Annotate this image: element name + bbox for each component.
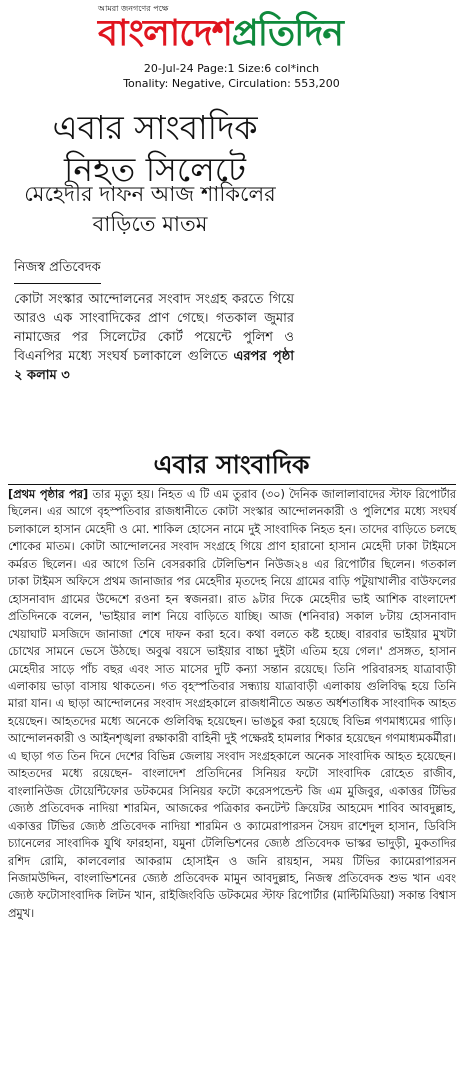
- continued-from-label: [প্রথম পৃষ্ঠার পর]: [8, 488, 89, 501]
- logo-part-bangladesh: বাংলাদেশ: [98, 13, 232, 54]
- front-page-text: [14, 290, 294, 385]
- front-page-body: কোটা সংস্কার আন্দোলনের সংবাদ সংগ্রহ করতে গিয়ে আরও এক সাংবাদিকের প্রাণ গেছে। গতকাল জুমার নামাজের পর সিলেটের কোর্ট পয়েন্টে পুলিশ ও বিএনপির মধ্যে সংঘর্ষ চলাকালে গুলিতে: [14, 292, 294, 364]
- masthead-tagline: আমরা জনগণের পক্ষে: [98, 4, 169, 13]
- continued-on-label: এরপর পৃষ্ঠা ২ কলাম ৩: [14, 349, 294, 383]
- article-byline: নিজস্ব প্রতিবেদক: [14, 258, 101, 284]
- article-headline: এবার সাংবাদিক নিহত সিলেটে: [52, 108, 258, 189]
- clip-meta-tonality: Tonality: Negative, Circulation: 553,200: [123, 77, 340, 90]
- jump-article-body: [8, 486, 456, 922]
- article-subhead: মেহেদীর দাফন আজ শাকিলের বাড়িতে মাতম: [24, 182, 276, 236]
- logo-part-protidin: প্রতিদিন: [231, 13, 343, 54]
- jump-article-text: তার মৃত্যু হয়। নিহত এ টি এম তুরাব (৩০) দৈনিক জালালাবাদের স্টাফ রিপোর্টার ছিলেন। এর আগে বৃহস্পতিবার রাজধানীতে কোটা সংস্কার আন্দোলনকারী ও পুলিশের মধ্যে সংঘর্ষ চলাকালে হাসান মেহেদী ও মো. শাকিল হোসেন নামে দুই সাংবাদিক নিহত হন। তাদের বাড়িতে চলছে শোকের মাতম। কোটা আন্দোলনের সংবাদ সংগ্রহে গিয়ে প্রাণ হারানো হাসান মেহেদী ঢাকা টাইমসে কর্মরত ছিলেন। এর আগে তিনি বেসরকারি টেলিভিশন নিউজ২৪ এর রিপোর্টার ছিলেন। গতকাল ঢাকা টাইমস অফিসে প্রথম জানাজার পর মেহেদীর মৃতদেহ নিয়ে গ্রামের বাড়ি পটুয়াখালীর বাউফলের হোসনাবাদ গ্রামের উদ্দেশে রওনা হন স্বজনরা। রাত ৯টার দিকে মেহেদীর ভাই আশিক বাংলাদেশ প্রতিদিনকে বলেন, 'ভাইয়ার লাশ নিয়ে বাড়িতে যাচ্ছি। আজ (শনিবার) সকাল ৮টায় হোসনাবাদ খেয়াঘাট মসজিদে জানাজা শেষে দাফন করা হবে। কথা বলতে কষ্ট হচ্ছে। বারবার ভাইয়ার মুখটা চোখের সামনে ভেসে উঠছে। অবুঝ বয়সে ভাইয়ার বাচ্চা দুইটা এতিম হয়ে গেল।' প্রসঙ্গত, হাসান মেহেদীর সাড়ে পাঁচ বছর এবং সাত মাসের দুটি কন্যা সন্তান রয়েছে। তিনি পরিবারসহ যাত্রাবাড়ী এলাকায় ভাড়া বাসায় থাকতেন। গত বৃহস্পতিবার সন্ধ্যায় যাত্রাবাড়ী এলাকায় গুলিবিদ্ধ হয়ে তিনি মারা যান। এ ছাড়া আন্দোলনের সংবাদ সংগ্রহকালে রাজধানীতে অন্তত অর্ধশতাধিক সাংবাদিক আহত হয়েছেন। আহতদের মধ্যে অনেকে গুলিবিদ্ধ হয়েছেন। ভাঙচুর করা হয়েছে বিভিন্ন গণমাধ্যমের গাড়ি। আন্দোলনকারী ও আইনশৃঙ্খলা রক্ষাকারী বাহিনী দুই পক্ষেরই হামলার শিকার হয়েছেন গণমাধ্যমকর্মীরা। এ ছাড়া গত তিন দিনে দেশের বিভিন্ন জেলায় সংবাদ সংগ্রহকালে অনেক সাংবাদিক আহত হয়েছেন। আহতদের মধ্যে রয়েছেন- বাংলাদেশ প্রতিদিনের সিনিয়র ফটো সাংবাদিক রোহেত রাজীব, বাংলানিউজ টোয়েন্টিফোর ডটকমের সিনিয়র ফটো করেসপন্ডেন্ট জি এম মুজিবুর, একাত্তর টিভির জ্যেষ্ঠ প্রতিবেদক নাদিয়া শারমিন, আজকের পত্রিকার কনটেন্ট ক্রিয়েটর আহমেদ শাবিব আবদুল্লাহ, একাত্তর টিভির জ্যেষ্ঠ প্রতিবেদক নাদিয়া শারমিন ও ক্যামেরাপারসন সৈয়দ রাশেদুল হাসান, ডিবিসি চ্যানেলের সাংবাদিক যুথি ফারহানা, যমুনা টেলিভিশনের জ্যেষ্ঠ প্রতিবেদক ভাস্কর ভাদুড়ী, মুকতাদির রশিদ রোমি, কালবেলার আকরাম হোসাইন ও জনি রায়হান, সময় টিভির ক্যামেরাপারসন নিজামউদ্দিন, বাংলাভিশনের জ্যেষ্ঠ প্রতিবেদক মামুন আবদুল্লাহ, নিজস্ব প্রতিবেদক শুভ খান এবং জ্যেষ্ঠ ফটোসাংবাদিক লিটন খান, রাইজিংবিডি ডটকমের স্টাফ রিপোর্টার (মাল্টিমিডিয়া) সকান্ত বিশ্বাস প্রমুখ।: [8, 488, 456, 920]
- clip-meta-date-page: 20-Jul-24 Page:1 Size:6 col*inch: [143, 62, 320, 75]
- masthead: [0, 0, 463, 62]
- jump-headline: এবার সাংবাদিক: [153, 450, 310, 479]
- newspaper-logo: [98, 12, 343, 56]
- divider: [8, 484, 456, 485]
